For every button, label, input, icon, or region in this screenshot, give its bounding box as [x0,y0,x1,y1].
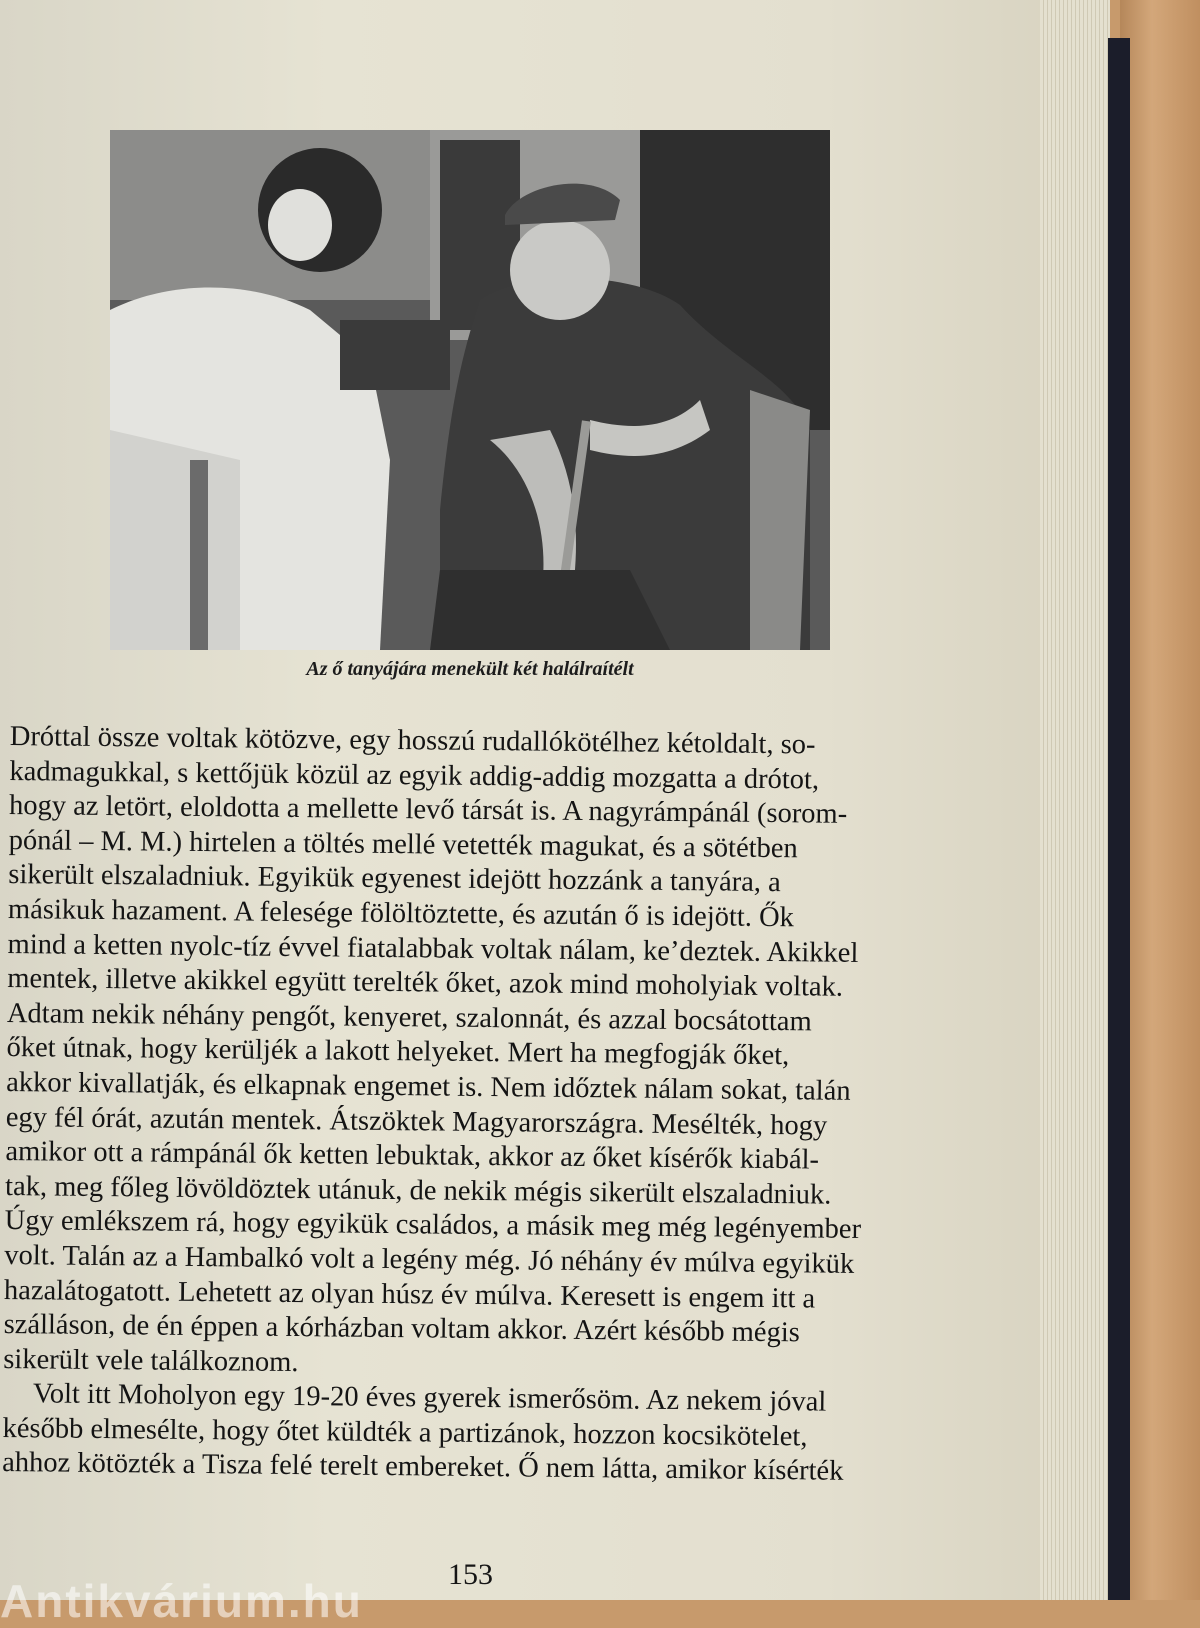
text-line: mentek, illetve akikkel együtt terelték őket, azok mind moholyiak voltak. [7,963,844,1003]
text-line: Volt itt Moholyon egy 19-20 éves gyerek ismerősöm. Az nekem jóval [32,1378,827,1418]
watermark: Antikvárium.hu [0,1575,363,1627]
text-line: őket útnak, hogy kerüljék a lakott helyeket. Mert ha megfogják őket, [6,1032,790,1072]
text-line: kadmagukkal, s kettőjük közül az egyik addig-addig mozgatta a drótot, [9,755,820,796]
text-line: akkor kivallatják, és elkapnak engemet is. Nem időztek nálam sokat, talán [6,1066,851,1107]
text-line: sikerült elszaladniuk. Egyikük egyenest idejött hozzánk a tanyára, a [8,859,781,899]
text-line: Úgy emlékszem rá, hogy egyikük családos, a másik meg még legényember [4,1205,862,1246]
text-line: Dróttal össze voltak kötözve, egy hosszú rudallókötélhez kétoldalt, so- [9,720,816,761]
text-line: ahhoz kötözték a Tisza felé terelt embereket. Ő nem látta, amikor kísérték [2,1447,844,1488]
text-line: Adtam nekik néhány pengőt, kenyeret, szalonnát, és azzal bocsátottam [6,997,812,1038]
text-line: mind a ketten nyolc-tíz évvel fiatalabbak voltak nálam, ke’deztek. Akikkel [7,928,859,969]
body-text [2,720,960,1491]
photograph [110,130,830,650]
text-line: amikor ott a rámpánál ők ketten lebuktak, akkor az őket kísérők kiabál- [5,1136,820,1176]
text-line: szálláson, de én éppen a kórházban voltam akkor. Azért később mégis [3,1309,800,1349]
text-line: hogy az letört, eloldotta a mellette levő társát is. A nagyrámpánál (sorom- [8,790,848,830]
text-line: sikerült vele találkoznom. [3,1343,299,1378]
text-line: volt. Talán az a Hambalkó volt a legény még. Jó néhány év múlva egyikük [4,1239,855,1280]
text-line: később elmesélte, hogy őtet küldték a partizánok, hozzon kocsikötelet, [2,1412,808,1453]
book-cover [1108,38,1130,1600]
text-line: másikuk hazament. A felesége fölöltöztette, és azután ő is idejött. Ők [7,893,795,934]
text-line: pónál – M. M.) hirtelen a töltés mellé vetették magukat, és a sötétben [8,824,798,865]
photo-caption: Az ő tanyájára menekült két halálraítélt [306,658,634,680]
photo-illustration [110,130,830,650]
page-edges [1040,0,1110,1600]
text-line: hazalátogatott. Lehetett az olyan húsz év múlva. Keresett is engem itt a [3,1274,816,1314]
text-line: tak, meg főleg lövöldöztek utánuk, de nekik mégis sikerült elszaladniuk. [4,1170,832,1211]
page-number: 153 [448,1558,493,1591]
table-surface [1120,0,1200,1600]
text-line: egy fél órát, azután mentek. Átszöktek Magyarországra. Mesélték, hogy [5,1101,828,1142]
